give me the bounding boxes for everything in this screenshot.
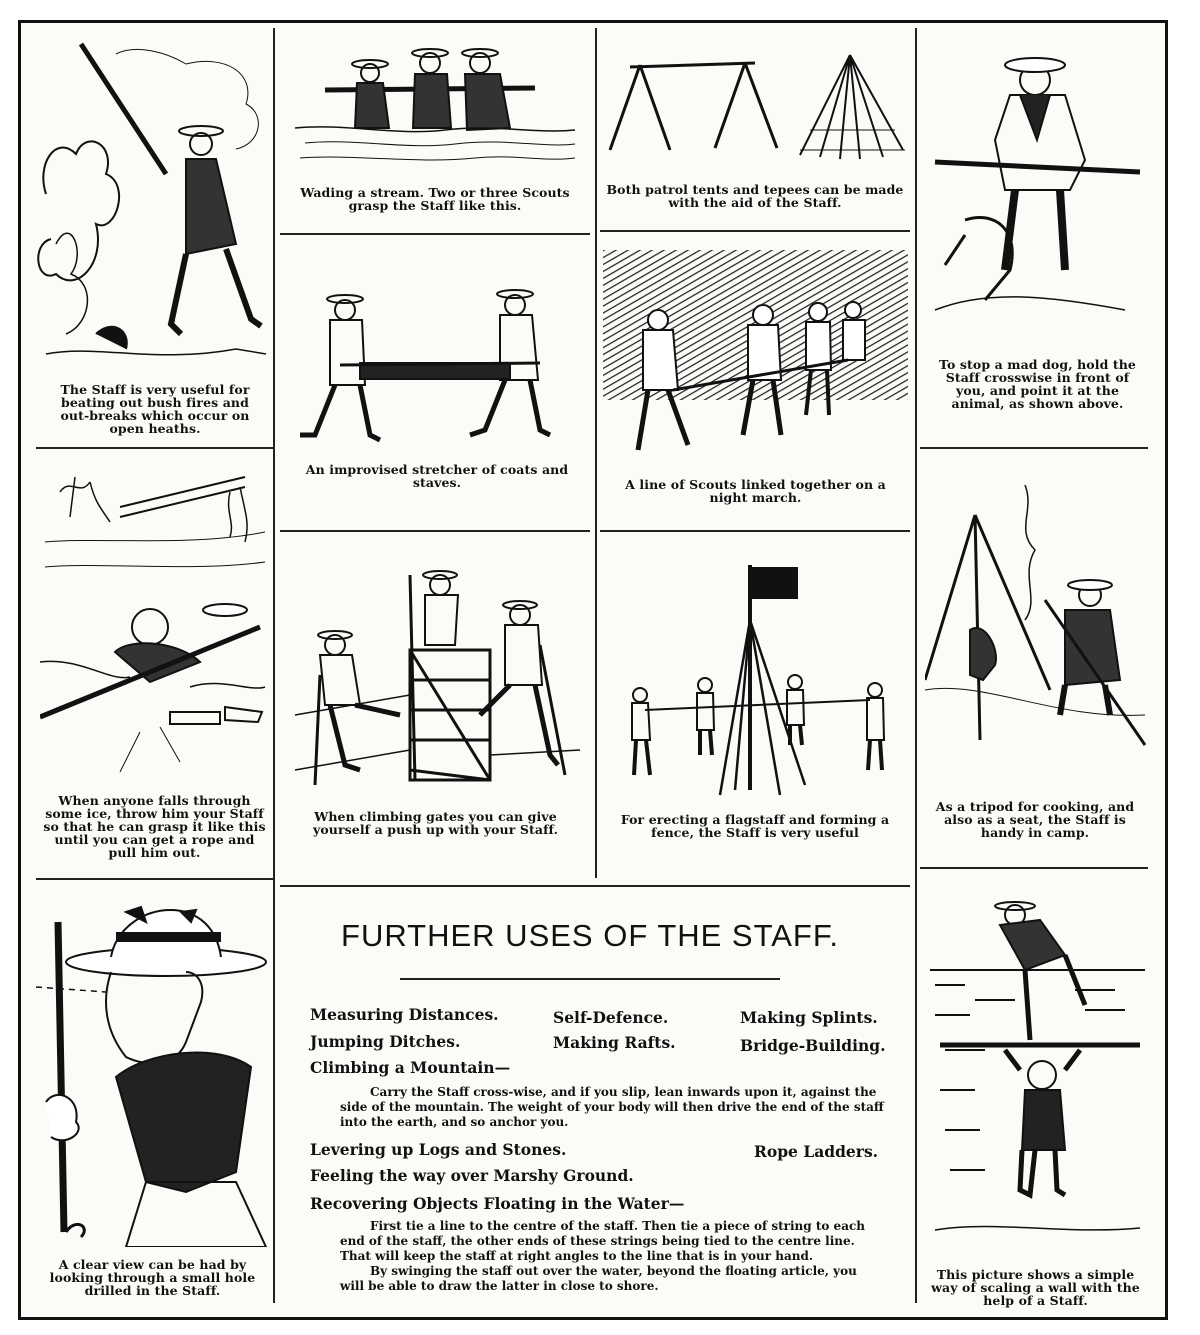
caption-flagstaff: For erecting a flagstaff and forming a fence, the Staff is very useful [620,812,890,840]
tents-illustration [605,45,910,170]
use-rope-ladders: Rope Ladders. [754,1142,879,1161]
caption-stretcher: An improvised stretcher of coats and staves. [305,462,569,490]
use-measuring-distances: Measuring Distances. [310,1005,499,1024]
climbing-text: Carry the Staff cross-wise, and if you slip, lean inwards upon it, against the side of the mountain. The weight of your body will then drive the end of the staff into the earth, and so anchor you. [340,1085,884,1129]
tripod-illustration [925,480,1150,750]
row-divider [600,530,910,532]
use-marshy-ground: Feeling the way over Marshy Ground. [310,1166,634,1185]
scaling-wall-illustration [925,890,1150,1250]
row-divider [36,447,273,449]
use-making-splints: Making Splints. [740,1008,878,1027]
caption-gates: When climbing gates you can give yourself a push up with your Staff. [312,809,559,837]
column-divider [595,28,597,878]
clear-view-illustration [36,892,271,1247]
night-march-illustration [603,250,908,470]
row-divider [36,878,273,880]
use-jumping-ditches: Jumping Ditches. [310,1032,461,1051]
row-divider [280,233,590,235]
use-recovering-heading: Recovering Objects Floating in the Water— [310,1194,685,1213]
row-divider [280,885,910,887]
flagstaff-illustration [610,560,900,805]
ice-rescue-illustration [40,462,270,777]
caption-tents: Both patrol tents and tepees can be made with the aid of the Staff. [606,182,904,210]
row-divider [920,867,1148,869]
column-divider [915,28,917,1303]
column-divider [273,28,275,1303]
wading-illustration [285,38,585,178]
row-divider [600,230,910,232]
bush-fire-illustration [36,34,271,379]
caption-night-march: A line of Scouts linked together on a night march. [625,477,886,505]
caption-mad-dog: To stop a mad dog, hold the Staff crosswise in front of you, and point it at the animal, as shown above. [939,357,1136,411]
use-bridge-building: Bridge-Building. [740,1036,886,1055]
title-rule [400,978,780,980]
use-self-defence: Self-Defence. [553,1008,669,1027]
caption-tripod: As a tripod for cooking, and also as a seat, the Staff is handy in camp. [935,799,1135,840]
mad-dog-illustration [925,40,1145,340]
climbing-gates-illustration [290,555,585,795]
panel-title: FURTHER USES OF THE STAFF. [341,918,839,953]
stretcher-illustration [290,285,585,450]
row-divider [280,530,590,532]
caption-wall: This picture shows a simple way of scaling a wall with the help of a Staff. [931,1267,1140,1308]
use-making-rafts: Making Rafts. [553,1033,676,1052]
row-divider [920,447,1148,449]
use-levering: Levering up Logs and Stones. [310,1140,567,1159]
recovering-text: First tie a line to the centre of the staff. Then tie a piece of string to each end of the staff, the other ends of these strings being tied to the centre line. That will keep the staff at right angles to the line that is in your hand. By swinging the staff out over the water, beyond the floating article, you will be able to draw the latter in close to shore. [340,1219,865,1293]
caption-clear-view: A clear view can be had by looking through a small hole drilled in the Staff. [49,1257,256,1298]
caption-ice: When anyone falls through some ice, throw him your Staff so that he can grasp it like this until you can get a rope and pull him out. [43,793,266,860]
caption-bush-fire: The Staff is very useful for beating out bush fires and out-breaks which occur on open heaths. [60,382,250,436]
use-climbing-heading: Climbing a Mountain— [310,1058,511,1077]
caption-wading: Wading a stream. Two or three Scouts grasp the Staff like this. [300,185,570,213]
